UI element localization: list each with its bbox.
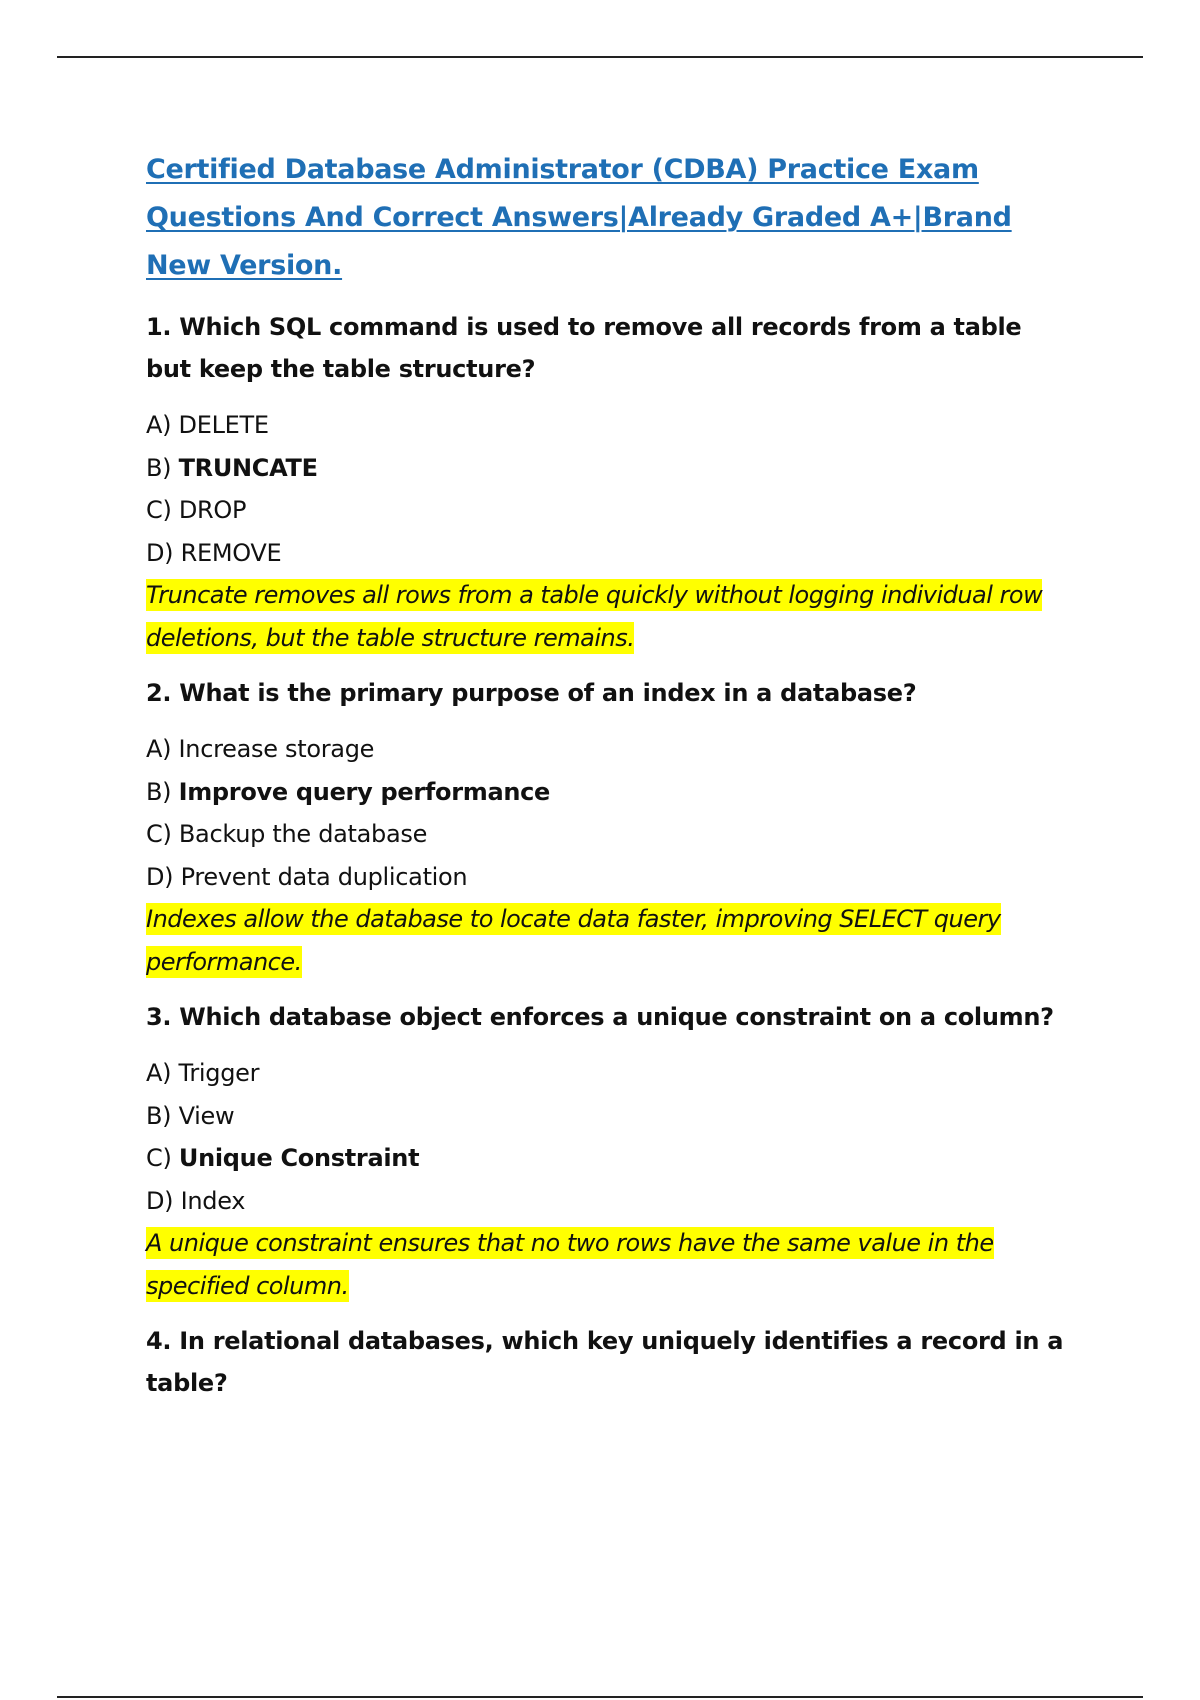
bottom-rule — [57, 1696, 1143, 1698]
option-text: DELETE — [178, 411, 269, 439]
option-text: Unique Constraint — [178, 1144, 420, 1172]
option-text: View — [178, 1101, 235, 1130]
option-text: Increase storage — [178, 735, 375, 763]
option-letter: D) — [146, 538, 174, 567]
question-text: 3. Which database object enforces a unique constraint on a column? — [146, 1003, 1054, 1031]
options-list — [146, 728, 1066, 898]
option-text: Prevent data duplication — [180, 862, 468, 891]
option-letter: A) — [146, 1059, 172, 1087]
question-3 — [146, 996, 1066, 1308]
option-letter: D) — [146, 1186, 174, 1215]
option-text: Trigger — [178, 1059, 260, 1087]
option-letter: A) — [146, 411, 172, 439]
option-text: Backup the database — [178, 820, 428, 848]
question-1 — [146, 306, 1066, 660]
option-letter: C) — [146, 820, 172, 848]
question-4 — [146, 1320, 1066, 1404]
option-letter: D) — [146, 862, 174, 891]
question-text: 2. What is the primary purpose of an index in a database? — [146, 679, 917, 707]
option-a — [146, 404, 1066, 447]
option-d — [146, 856, 1066, 899]
option-c-correct — [146, 1137, 1066, 1180]
option-b — [146, 1095, 1066, 1138]
option-text: Improve query performance — [178, 777, 551, 806]
option-letter: C) — [146, 1144, 172, 1172]
option-text: REMOVE — [180, 538, 282, 567]
highlighted-explanation: Truncate removes all rows from a table quickly without logging individual row deletions, but the table structure remains. — [146, 581, 1043, 652]
answer-explanation — [146, 898, 1066, 984]
answer-explanation — [146, 574, 1066, 660]
option-a — [146, 1052, 1066, 1095]
option-letter: B) — [146, 453, 172, 482]
option-letter: C) — [146, 496, 172, 524]
option-b-correct — [146, 447, 1066, 490]
option-text: Index — [180, 1186, 246, 1215]
option-b-correct — [146, 771, 1066, 814]
highlighted-explanation: A unique constraint ensures that no two rows have the same value in the specified column. — [146, 1229, 994, 1300]
top-rule — [57, 56, 1143, 58]
option-d — [146, 532, 1066, 575]
option-text: TRUNCATE — [178, 453, 318, 482]
highlighted-explanation: Indexes allow the database to locate data faster, improving SELECT query performance. — [146, 905, 1001, 976]
option-letter: A) — [146, 735, 172, 763]
option-a — [146, 728, 1066, 771]
question-text: 4. In relational databases, which key uniquely identifies a record in a table? — [146, 1327, 1064, 1397]
options-list — [146, 404, 1066, 574]
option-letter: B) — [146, 777, 172, 806]
option-text: DROP — [178, 496, 247, 524]
document-body — [146, 146, 1066, 1418]
question-text: 1. Which SQL command is used to remove all records from a table but keep the table structure? — [146, 313, 1022, 383]
option-c — [146, 813, 1066, 856]
option-letter: B) — [146, 1101, 172, 1130]
option-d — [146, 1180, 1066, 1223]
question-2 — [146, 672, 1066, 984]
options-list — [146, 1052, 1066, 1222]
option-c — [146, 489, 1066, 532]
answer-explanation — [146, 1222, 1066, 1308]
document-title[interactable]: Certified Database Administrator (CDBA) Practice Exam Questions And Correct Answers|Already Graded A+|Brand New Version. — [146, 154, 1012, 281]
